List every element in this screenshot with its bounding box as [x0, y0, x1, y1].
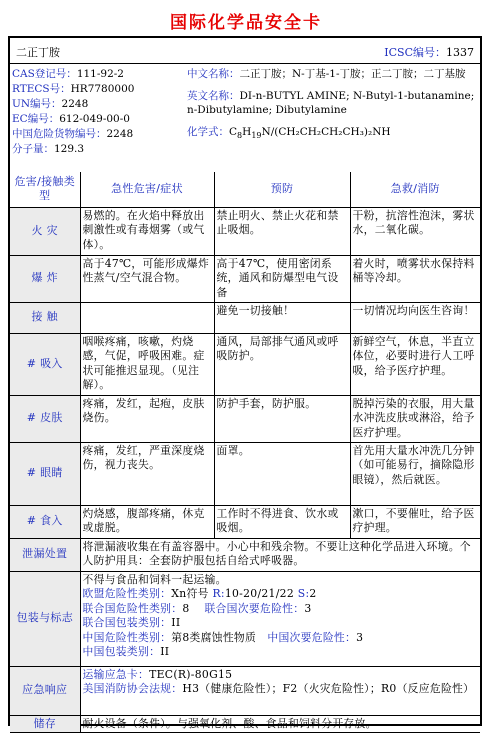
table-row-ingestion	[10, 505, 480, 538]
eu-class-value: Xn符号	[171, 587, 213, 600]
mw-label: 分子量：	[12, 143, 54, 155]
table-row-explosion	[10, 255, 480, 302]
table-row-inhalation	[10, 333, 480, 395]
first-aid-cell: 脱掉污染的衣服，用大量水冲洗皮肤或淋浴，给予医疗护理。	[350, 395, 480, 442]
hazard-cell: 咽喉疼痛，咳嗽，灼烧感，气促，呼吸困难。症状可能推迟显现。（见注解）。	[80, 333, 214, 395]
rtecs-number	[12, 82, 184, 97]
table-row-skin	[10, 395, 480, 442]
header-type: 危害/接触类型	[10, 172, 80, 207]
formula-c: C	[229, 126, 238, 138]
hazard-cell: 易燃的。在火焰中释放出刺激性或有毒烟雾（或气体）。	[80, 207, 214, 255]
hazard-cell: 疼痛，发红，起疱，皮肤烧伤。	[80, 395, 214, 442]
hazard-table	[10, 172, 480, 733]
un-class-label: 联合国危险性类别：	[82, 601, 183, 615]
card-name-row	[10, 38, 480, 64]
formula-c-sub: 8	[237, 131, 243, 140]
hazard-cell	[80, 302, 214, 333]
prevention-cell: 高于47℃，使用密闭系统，通风和防爆型电气设备	[214, 255, 350, 302]
eu-r-value: 10-20/21/22	[224, 587, 298, 600]
icsc-label: ICSC编号：	[384, 46, 446, 59]
cn-class-value: 第8类腐蚀性物质	[171, 630, 257, 644]
ec-number	[12, 112, 184, 127]
packaging-cell	[80, 571, 480, 666]
transport-label: 运输应急卡：	[82, 667, 150, 681]
prevention-cell: 禁止明火、禁止火花和禁止吸烟。	[214, 207, 350, 255]
category-emergency: 应急响应	[10, 666, 80, 715]
table-header-row	[10, 172, 480, 207]
category-skin: # 皮肤	[10, 395, 80, 442]
eu-r-label: R:	[212, 587, 225, 600]
nfpa-value: H3（健康危险性）；F2（火灾危险性）；R0（反应危险性）	[182, 682, 475, 695]
cn-class-label: 中国危险性类别：	[82, 630, 172, 644]
first-aid-cell: 漱口，不要催吐，给予医疗护理。	[350, 505, 480, 538]
storage-text: 耐火设备（条件）。与强氧化剂、酸、食品和饲料分开存放。	[80, 715, 480, 733]
un-class-value: 8	[182, 601, 190, 615]
category-contact: 接 触	[10, 302, 80, 333]
icsc-number	[384, 44, 474, 60]
table-row-spill	[10, 538, 480, 571]
un-pack-line	[83, 616, 479, 631]
un-class-line	[83, 602, 479, 617]
chemical-name: 二正丁胺	[16, 46, 60, 59]
table-row-emergency	[10, 666, 480, 715]
cn-pack-value: II	[160, 645, 170, 658]
eu-class-line	[83, 587, 479, 602]
nfpa-label: 美国消防协会法规：	[82, 682, 183, 695]
header-first-aid: 急救/消防	[350, 172, 480, 207]
category-storage: 储存	[10, 715, 80, 733]
prevention-cell: 工作时不得进食、饮水或吸烟。	[214, 505, 350, 538]
cas-label: CAS登记号：	[12, 68, 77, 80]
formula-label: 化学式：	[187, 126, 229, 138]
cn-dangerous-goods-number	[12, 127, 184, 142]
category-fire: 火 灾	[10, 207, 80, 255]
table-row-contact	[10, 302, 480, 333]
identifier-list	[12, 67, 184, 157]
category-eyes: # 眼睛	[10, 442, 80, 505]
hazard-cell: 疼痛，发红，严重深度烧伤，视力丧失。	[80, 442, 214, 505]
first-aid-cell: 一切情况均向医生咨询！	[350, 302, 480, 333]
table-row-fire	[10, 207, 480, 255]
rtecs-value: HR7780000	[70, 83, 135, 95]
un-number	[12, 97, 184, 112]
formula-rest: N/(CH₂CH₂CH₂CH₃)₂NH	[261, 126, 391, 138]
packaging-line: 不得与食品和饲料一起运输。	[82, 572, 227, 586]
nfpa-line	[83, 682, 479, 697]
cn-name-label: 中文名称：	[187, 68, 240, 80]
header-hazard: 急性危害/症状	[80, 172, 214, 207]
icsc-value: 1337	[446, 46, 474, 59]
eu-class-label: 欧盟危险性类别：	[82, 587, 172, 600]
ec-value: 612-049-00-0	[59, 113, 130, 125]
prevention-cell: 防护手套，防护服。	[214, 395, 350, 442]
category-inhalation: # 吸入	[10, 333, 80, 395]
formula-h: H	[242, 126, 252, 138]
emergency-cell	[80, 666, 480, 715]
category-explosion: 爆 炸	[10, 255, 80, 302]
english-name	[187, 89, 477, 117]
first-aid-cell: 新鲜空气，休息，半直立体位，必要时进行人工呼吸，给予医疗护理。	[350, 333, 480, 395]
first-aid-cell: 着火时，喷雾状水保持料桶等冷却。	[350, 255, 480, 302]
header-prevention: 预防	[214, 172, 350, 207]
mw-value: 129.3	[54, 143, 85, 155]
transport-card-line	[83, 668, 479, 683]
first-aid-cell: 干粉，抗溶性泡沫，雾状水，二氧化碳。	[350, 207, 480, 255]
un-label: UN编号：	[12, 98, 62, 110]
chinese-name	[187, 67, 477, 81]
hazard-cell: 灼烧感，腹部疼痛，休克或虚脱。	[80, 505, 214, 538]
cn-sub-label: 中国次要危险性：	[267, 630, 357, 644]
prevention-cell: 面罩。	[214, 442, 350, 505]
molecular-weight	[12, 142, 184, 157]
cn-class-line	[83, 631, 479, 646]
spill-text: 将泄漏液收集在有盖容器中。小心中和残余物。不要让这种化学品进入环境。个人防护用具：全套防护服包括自给式呼吸器。	[80, 538, 480, 571]
un-pack-label: 联合国包装类别：	[82, 616, 172, 629]
category-ingestion: # 食入	[10, 505, 80, 538]
cn-sub-value: 3	[356, 630, 364, 644]
cn-dg-value: 2248	[106, 128, 134, 140]
cn-name-value: 二正丁胺；N-丁基-1-丁胺；正二丁胺；二丁基胺	[239, 68, 466, 80]
cn-dg-label: 中国危险货物编号：	[12, 128, 107, 140]
chemical-formula	[187, 125, 477, 143]
cas-value: 111-92-2	[76, 68, 124, 80]
table-row-eyes	[10, 442, 480, 505]
un-sub-label: 联合国次要危险性：	[204, 601, 305, 615]
table-row-storage	[10, 715, 480, 733]
formula-h-sub: 19	[251, 131, 262, 140]
en-name-label: 英文名称：	[187, 90, 240, 102]
safety-card	[8, 36, 482, 730]
names-block	[187, 67, 477, 151]
transport-value: TEC(R)-80G15	[149, 667, 233, 681]
category-packaging: 包装与标志	[10, 571, 80, 666]
un-sub-value: 3	[304, 601, 312, 615]
prevention-cell: 通风，局部排气通风或呼吸防护。	[214, 333, 350, 395]
prevention-cell: 避免一切接触！	[214, 302, 350, 333]
eu-s-label: S:	[297, 587, 310, 600]
en-name-value: DI-n-BUTYL AMINE; N-Butyl-1-butanamine; n-Dibutylamine; Dibutylamine	[187, 90, 475, 116]
table-row-packaging	[10, 571, 480, 666]
ec-label: EC编号：	[12, 113, 60, 125]
cas-number	[12, 67, 184, 82]
un-value: 2248	[61, 98, 89, 110]
hazard-cell: 高于47℃，可能形成爆炸性蒸气/空气混合物。	[80, 255, 214, 302]
category-spill: 泄漏处置	[10, 538, 80, 571]
rtecs-label: RTECS号：	[12, 83, 71, 95]
eu-s-value: 2	[309, 587, 317, 600]
un-pack-value: II	[171, 616, 181, 629]
cn-pack-line	[83, 645, 479, 660]
cn-pack-label: 中国包装类别：	[82, 645, 161, 658]
card-heading: 国际化学品安全卡	[170, 13, 322, 33]
first-aid-cell: 首先用大量水冲洗几分钟（如可能易行，摘除隐形眼镜），然后就医。	[350, 442, 480, 505]
